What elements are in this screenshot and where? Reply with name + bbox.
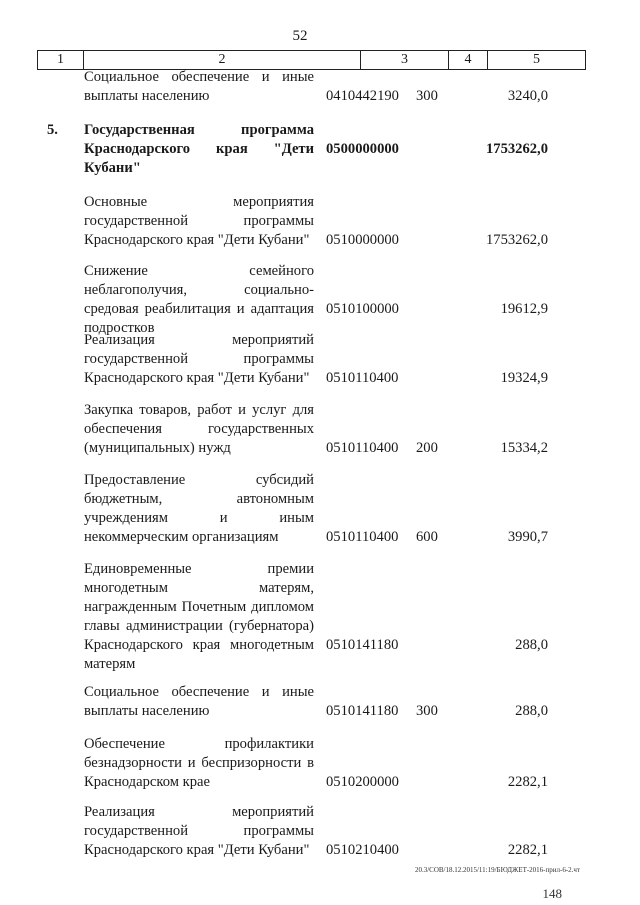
- table-row: [0, 121, 640, 178]
- table-row: [0, 803, 640, 860]
- table-row: [0, 262, 640, 336]
- row-name: Социальное обеспечение и иные выплаты населению: [84, 684, 314, 719]
- row-amount: 1753262,0: [485, 232, 548, 248]
- row-amount: 19612,9: [500, 301, 548, 317]
- table-row: [0, 735, 640, 792]
- row-amount: 15334,2: [500, 440, 548, 456]
- row-amount: 2282,1: [507, 842, 548, 858]
- row-expense-type: 300: [416, 703, 438, 719]
- row-amount: 19324,9: [500, 370, 548, 386]
- column-header-5: 5: [533, 52, 540, 67]
- row-code: 0510141180: [326, 637, 399, 653]
- column-header-1: 1: [38, 51, 84, 69]
- row-code: 0510110400: [326, 529, 399, 545]
- row-name: Предоставление субсидий бюджетным, автономным учреждениям и иным некоммерческим организациям: [84, 472, 314, 545]
- row-name: Основные мероприятия государственной программы Краснодарского края "Дети Кубани": [84, 194, 314, 248]
- row-code: 0500000000: [326, 141, 399, 157]
- row-name: Снижение семейного неблагополучия, социально-средовая реабилитация и адаптация подростков: [84, 263, 314, 336]
- row-name: Реализация мероприятий государственной программы Краснодарского края "Дети Кубани": [84, 804, 314, 858]
- row-name: Социальное обеспечение и иные выплаты населению: [84, 69, 314, 104]
- row-amount: 3990,7: [507, 529, 548, 545]
- table-row: [0, 560, 640, 674]
- row-code: 0510141180: [326, 703, 399, 719]
- row-name: Государственная программа Краснодарского края "Дети Кубани": [84, 122, 314, 176]
- row-amount: 288,0: [515, 637, 548, 653]
- row-name: Единовременные премии многодетным матерям, награжденным Почетным дипломом главы администрации (губернатора) Краснодарского края многодетным матерям: [84, 561, 314, 672]
- row-code: 0510100000: [326, 301, 399, 317]
- table-row: [0, 193, 640, 250]
- row-code: 0510110400: [326, 370, 399, 386]
- column-header-row: [37, 50, 586, 70]
- row-code: 0510210400: [326, 842, 399, 858]
- page-stamp: 148: [542, 886, 562, 901]
- footer-file-code: 20.3/СОВ/18.12.2015/11:19/БЮДЖЕТ-2016-прил-6-2.чт: [414, 866, 580, 874]
- row-amount: 2282,1: [507, 774, 548, 790]
- row-code: 0510200000: [326, 774, 399, 790]
- row-expense-type: 600: [416, 529, 438, 545]
- table-row: [0, 331, 640, 388]
- row-amount: 1753262,0: [485, 141, 548, 157]
- row-name: Реализация мероприятий государственной программы Краснодарского края "Дети Кубани": [84, 332, 314, 386]
- table-row: [0, 471, 640, 547]
- row-name: Закупка товаров, работ и услуг для обеспечения государственных (муниципальных) нужд: [84, 402, 314, 456]
- table-row: [0, 401, 640, 458]
- row-code: 0510000000: [326, 232, 399, 248]
- page-number: 52: [292, 28, 308, 44]
- table-row: [0, 683, 640, 721]
- row-expense-type: 300: [416, 88, 438, 104]
- row-amount: 3240,0: [507, 88, 548, 104]
- row-number: 5.: [47, 122, 58, 138]
- column-header-3: 3: [361, 51, 449, 69]
- row-name: Обеспечение профилактики безнадзорности и беспризорности в Краснодарском крае: [84, 736, 314, 790]
- row-code: 0510110400: [326, 440, 399, 456]
- row-expense-type: 200: [416, 440, 438, 456]
- column-header-2: 2: [84, 51, 361, 69]
- table-row: [0, 68, 640, 106]
- row-amount: 288,0: [515, 703, 548, 719]
- column-header-4: 4: [449, 51, 488, 69]
- row-code: 0410442190: [326, 88, 399, 104]
